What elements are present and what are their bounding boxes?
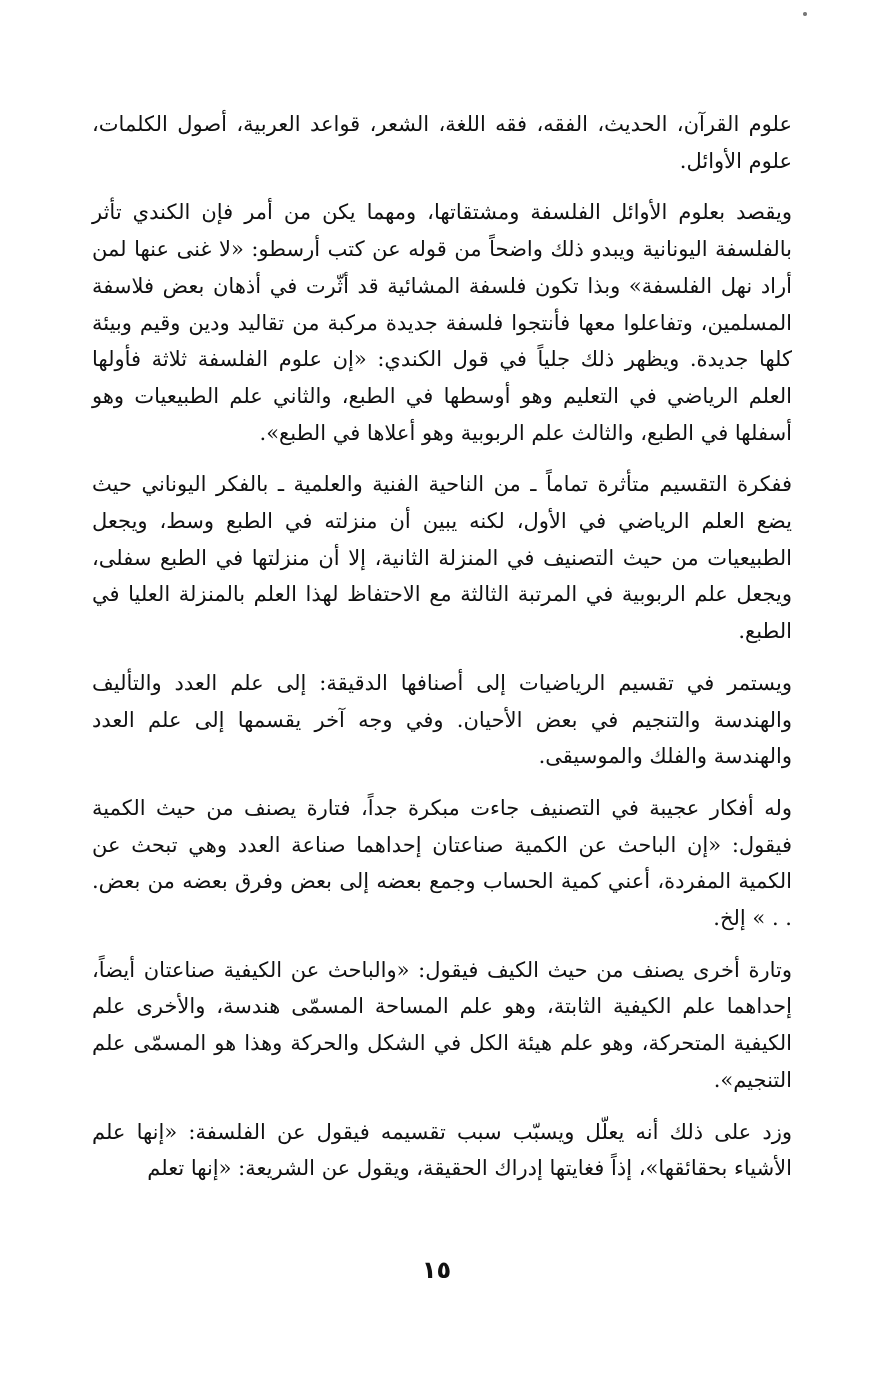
paragraph-7: وزد على ذلك أنه يعلّل ويسبّب سبب تقسيمه فيقول عن الفلسفة: «إنها علم الأشياء بحقائقها»، إذاً فغايتها إدراك الحقيقة، ويقول عن الشريعة: «إنها تعلم (92, 1119, 792, 1181)
body-text (92, 106, 792, 1202)
paragraph-6: وتارة أخرى يصنف من حيث الكيف فيقول: «والباحث عن الكيفية صناعتان أيضاً، إحداهما علم الكيفية الثابتة، وهو علم المساحة المسمّى هندسة، والأخرى علم الكيفية المتحركة، وهو علم هيئة الكل في الشكل والحركة وهذا هو المسمّى علم التنجيم». (92, 957, 792, 1092)
paragraph-4: ويستمر في تقسيم الرياضيات إلى أصنافها الدقيقة: إلى علم العدد والتأليف والهندسة والتنجيم في بعض الأحيان. وفي وجه آخر يقسمها إلى علم العدد والهندسة والفلك والموسيقى. (92, 670, 792, 769)
paragraph-1: علوم القرآن، الحديث، الفقه، فقه اللغة، الشعر، قواعد العربية، أصول الكلمات، علوم الأوائل. (92, 112, 792, 173)
paragraph-5: وله أفكار عجيبة في التصنيف جاءت مبكرة جداً، فتارة يصنف من حيث الكمية فيقول: «إن الباحث عن الكمية صناعتان إحداهما صناعة العدد وهي تبحث عن الكمية المفردة، أعني كمية الحساب وجمع بعضه إلى بعض وفرق بعضه من بعض. . . » إلخ. (92, 795, 792, 931)
paragraph-2: ويقصد بعلوم الأوائل الفلسفة ومشتقاتها، ومهما يكن من أمر فإن الكندي تأثر بالفلسفة اليونانية ويبدو ذلك واضحاً من قوله عن كتب أرسطو: «لا غنى عنها لمن أراد نهل الفلسفة» وبذا تكون فلسفة المشائية قد أثّرت في أذهان بعض فلاسفة المسلمين، وتفاعلوا معها فأنتجوا فلسفة جديدة مركبة من تقاليد ودين وقيم وبيئة كلها جديدة. ويظهر ذلك جلياً في قول الكندي: «إن علوم الفلسفة ثلاثة فأولها العلم الرياضي في التعليم وهو أوسطها في الطبع، والثاني علم الطبيعيات وهو أسفلها في الطبع، والثالث علم الربوبية وهو أعلاها في الطبع». (92, 200, 792, 445)
page-number: ١٥ (421, 1256, 452, 1284)
paragraph-3: ففكرة التقسيم متأثرة تماماً ـ من الناحية الفنية والعلمية ـ بالفكر اليوناني حيث يضع العلم الرياضي في الأول، لكنه يبين أن منزلته في الطبع وسط، ويجعل الطبيعيات من حيث التصنيف في المنزلة الثانية، إلا أن منزلتها في الطبع سفلى، ويجعل علم الربوبية في المرتبة الثالثة مع الاحتفاظ لهذا العلم بالمنزلة العليا في الطبع. (92, 472, 792, 644)
scan-mark (803, 12, 807, 16)
